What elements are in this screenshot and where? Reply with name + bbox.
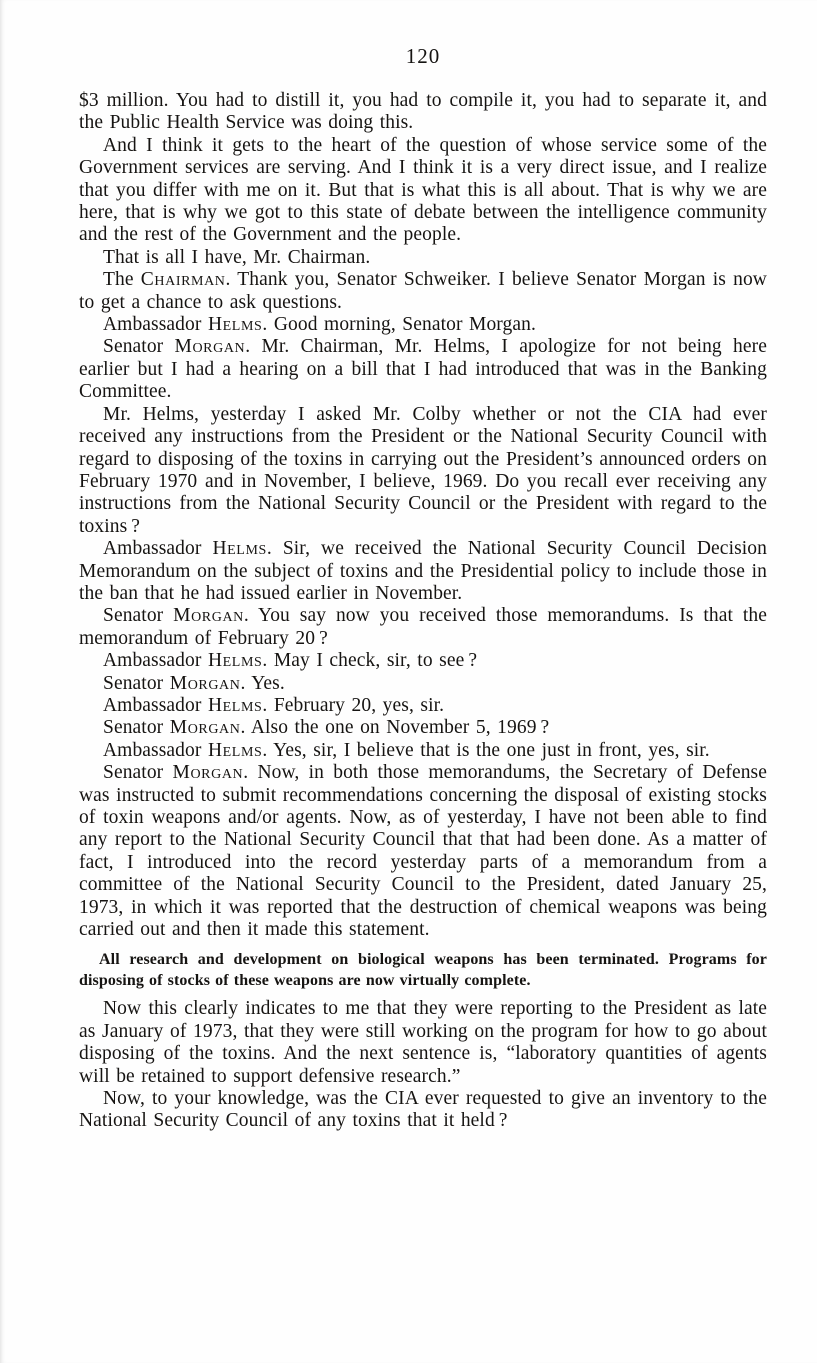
transcript-paragraph (79, 695, 767, 717)
text-run: . Thank you, Senator Schweiker. I believe Senator Morgan is now to get a chance to ask questions. (79, 269, 767, 313)
text-run: Ambassador (103, 538, 213, 560)
speaker-name: Helms (207, 314, 263, 336)
text-run: . Mr. Chairman, Mr. Helms, I apologize for not being here earlier but I had a hearing on a bill that I had introduced that was in the Banking Committee. (79, 336, 767, 403)
text-run: . Sir, we received the National Security Council Decision Memorandum on the subject of toxins and the Presidential policy to include those in the ban that he had issued earlier in November. (79, 538, 767, 604)
speaker-name: Helms (207, 694, 263, 716)
speaker-name: Helms (212, 538, 267, 560)
text-run: The (103, 269, 141, 291)
text-run: . May I check, sir, to see ? (262, 650, 478, 672)
text-run: Senator (103, 336, 175, 358)
transcript-paragraph (79, 538, 767, 605)
text-run: . Now, in both those memorandums, the Secretary of Defense was instructed to submit recommendations concerning the disposal of existing stocks of toxin weapons and/or agents. Now, as of yesterday, I have not been able to find any report to the National Security Council that that had been done. As a matter of fact, I introduced into the record yesterday parts of a memorandum from a committee of the National Security Council to the President, dated January 25, 1973, in which it was reported that the destruction of chemical weapons was being carried out and then it made this statement. (79, 762, 768, 941)
text-run: . Yes, sir, I believe that is the one just in front, yes, sir. (262, 739, 710, 761)
text-run: Now, to your knowledge, was the CIA ever requested to give an inventory to the National Security Council of any toxins that it held ? (79, 1088, 767, 1132)
transcript-paragraph (79, 650, 767, 672)
text-run: Ambassador (103, 739, 208, 761)
speaker-name: Morgan (169, 717, 241, 739)
text-run: Ambassador (103, 650, 208, 672)
transcript-paragraph (79, 673, 767, 695)
text-run: Senator (103, 717, 170, 739)
transcript-paragraph (79, 1088, 767, 1133)
text-run: . You say now you received those memorandums. Is that the memorandum of February 20 ? (79, 605, 767, 649)
speaker-name: Helms (207, 650, 263, 672)
text-run: Senator (103, 762, 173, 784)
text-run: $3 million. You had to distill it, you had to compile it, you had to separate it, and the Public Health Service was doing this. (79, 90, 767, 134)
text-run: . Yes. (240, 672, 285, 694)
transcript-paragraph (79, 605, 767, 650)
speaker-name: Morgan (172, 762, 244, 784)
text-run: . February 20, yes, sir. (262, 694, 445, 716)
text-run: That is all I have, Mr. Chairman. (103, 246, 371, 268)
transcript-body (79, 90, 767, 1133)
text-run: . Also the one on November 5, 1969 ? (240, 717, 550, 739)
speaker-name: Helms (207, 739, 263, 761)
transcript-paragraph (79, 740, 767, 762)
transcript-paragraph (79, 247, 767, 269)
transcript-paragraph (79, 717, 767, 739)
speaker-name: Morgan (169, 672, 241, 694)
text-run: All research and development on biological weapons has been terminated. Programs for disposing of stocks of these weapons are now virtually complete. (79, 951, 767, 989)
text-run: And I think it gets to the heart of the question of whose service some of the Government services are serving. And I think it is a very direct issue, and I realize that you differ with me on it. But that is what this is all about. That is why we are here, that is why we got to this state of debate between the intelligence community and the rest of the Government and the people. (79, 134, 767, 246)
transcript-paragraph (79, 762, 767, 941)
text-run: Senator (103, 672, 170, 694)
transcript-paragraph (79, 135, 767, 247)
speaker-name: Chairman (140, 269, 226, 291)
transcript-paragraph (79, 404, 767, 538)
transcript-paragraph (79, 314, 767, 336)
text-run: Now this clearly indicates to me that they were reporting to the President as late as January of 1973, that they were still working on the program for how to go about disposing of the toxins. And the next sentence is, “laboratory quantities of agents will be retained to support defensive research.” (79, 998, 767, 1087)
transcript-paragraph (79, 336, 767, 403)
transcript-paragraph (79, 269, 767, 314)
speaker-name: Morgan (173, 605, 244, 627)
text-run: . Good morning, Senator Morgan. (262, 314, 536, 336)
transcript-paragraph (79, 998, 767, 1088)
transcript-paragraph (79, 90, 767, 135)
text-run: Ambassador (103, 314, 208, 336)
page-number: 120 (405, 44, 441, 68)
text-run: Mr. Helms, yesterday I asked Mr. Colby whether or not the CIA had ever received any instructions from the President or the National Security Council with regard to disposing of the toxins in carrying out the President’s announced orders on February 1970 and in November, I believe, 1969. Do you recall ever receiving any instructions from the National Security Council or the President with regard to the toxins ? (79, 403, 767, 537)
text-run: Senator (103, 605, 174, 627)
text-run: Ambassador (103, 694, 208, 716)
block-quote-paragraph (79, 950, 767, 991)
speaker-name: Morgan (174, 336, 246, 358)
